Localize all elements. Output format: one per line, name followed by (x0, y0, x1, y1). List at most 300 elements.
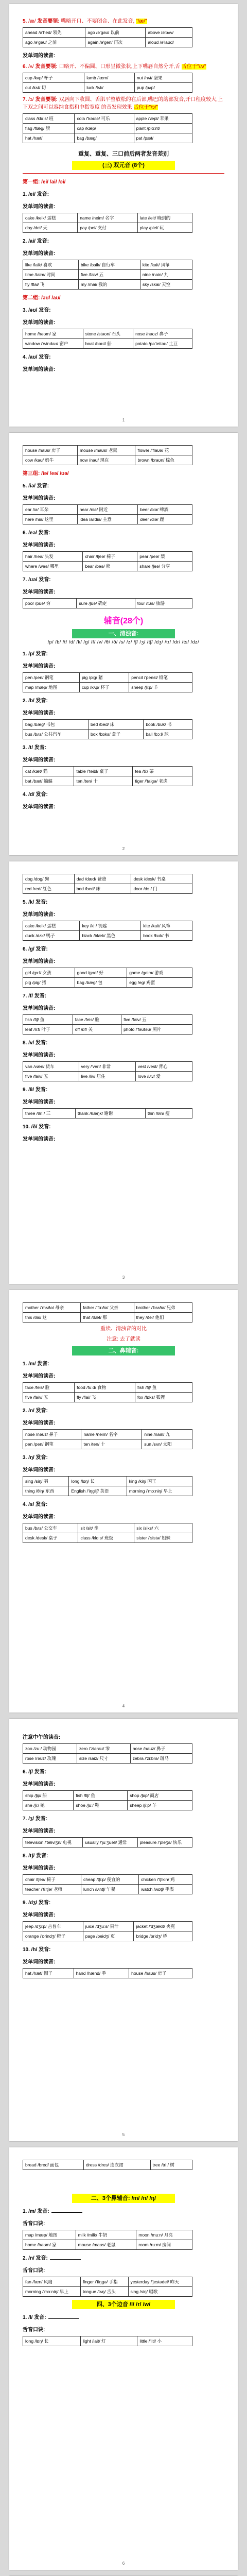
label: 发单词的读音: (23, 1782, 56, 1787)
table-cell: hat /hæt/ 帽子 (23, 1969, 74, 1978)
table-cell: moon /muːn/ 月亮 (136, 2230, 192, 2240)
page-number: 3 (122, 1275, 125, 1280)
table-cell: tea /tiː/ 茶 (133, 767, 192, 776)
table-cell: pat /pæt/ (134, 133, 192, 143)
word-table (23, 1061, 192, 1081)
table-cell: kite /kait/ 风筝 (141, 921, 192, 931)
word-table (23, 598, 192, 608)
table-cell: poor /pʊə/ 穷 (23, 599, 77, 608)
table-cell: bus /bʌs/ 公共汽车 (23, 730, 89, 739)
section-band: 一、清浊音: (72, 629, 175, 638)
label: 发单词的读音: (23, 804, 56, 810)
table-cell: long /lɒŋ/ 长 (69, 1477, 127, 1486)
table-row (23, 1533, 192, 1543)
table-row (23, 114, 192, 124)
table-cell: home /həʊm/ 家 (23, 2240, 76, 2250)
word-table (23, 2336, 192, 2346)
table-row (23, 978, 192, 988)
question-heading: 2. /b/ 发音: (23, 698, 48, 704)
table-cell: class /klɑːs/ 班级 (78, 1533, 134, 1543)
word-table (23, 968, 192, 988)
word-table (23, 329, 192, 349)
table-cell: map /mæp/ 地图 (23, 683, 80, 692)
table-cell: jeep /dʒiːp/ 吉普车 (23, 1922, 83, 1931)
table-cell: idea /ai'diə/ 主意 (77, 515, 138, 524)
table-row (23, 213, 192, 223)
table-cell: rose /rəʊz/ 玫瑰 (23, 1754, 77, 1764)
table-row (23, 767, 192, 776)
table-cell: luck /lʌk/ (84, 83, 135, 93)
table-cell: above /ə'bʌv/ (146, 28, 192, 38)
table-cell: ten /ten/ 十 (81, 1439, 142, 1449)
table-row (23, 2336, 192, 2346)
table-cell: lunch /lʌntʃ/ 午餐 (81, 1885, 139, 1894)
table-cell: late /leit/ 晚到的 (137, 213, 192, 223)
table-cell: cola /'kəʊlə/ 可乐 (75, 114, 134, 124)
question-heading: 8. /v/ 发音: (23, 1040, 48, 1046)
word-table (23, 1429, 192, 1449)
table-cell: name /neim/ 名字 (81, 1430, 142, 1439)
table-cell: ear /iə/ 耳朵 (23, 505, 78, 515)
table-cell: face /feis/ 脸 (73, 1015, 121, 1025)
table-cell: fish /fiʃ/ 鱼 (135, 1383, 192, 1393)
table-cell: zebra /'ziːbrə/ 斑马 (130, 1754, 192, 1764)
table-cell: nut /nʌt/ 坚果 (134, 73, 192, 83)
table-cell: yesterday /'jestədei/ 昨天 (128, 2277, 192, 2287)
table-cell: little /'litl/ 小 (137, 2336, 192, 2346)
table-row (23, 931, 192, 941)
note: 注意: 去了就读 (107, 1336, 140, 1342)
divider (23, 173, 224, 174)
table-cell: very /'veri/ 非常 (79, 1062, 135, 1072)
table-cell: fox /fɒks/ 狐狸 (135, 1393, 192, 1402)
note-5: 5. /æ/ 发音要领: 嘴略开口、不要闭合、在此发音, "/æ/" (23, 19, 147, 24)
table-cell: pencil /'pensl/ 铅笔 (129, 673, 192, 683)
table-cell: sing /siŋ/ 唱歌 (128, 2287, 192, 2297)
table-cell: morning /'mɔːniŋ/ 早上 (23, 2287, 81, 2297)
table-cell: kite /kait/ 风筝 (140, 260, 192, 270)
table-row (23, 1523, 192, 1533)
label: 发单词的读音: (23, 1828, 56, 1834)
table-cell: nose /nəʊz/ 鼻子 (133, 329, 192, 339)
question-heading: 1. /l/ 发音: (23, 2314, 224, 2321)
question-heading: 10. /ð/ 发音: (23, 1124, 51, 1130)
table-cell: duck /dʌk/ 鸭子 (23, 931, 80, 941)
table-cell: fly /flai/ 飞 (75, 1393, 135, 1402)
table-cell: name /neim/ 名字 (78, 213, 137, 223)
label: 发单词的读音: (23, 1099, 56, 1105)
table-cell: house /haʊs/ 房子 (23, 446, 78, 455)
table-cell: now /naʊ/ 现在 (78, 455, 135, 465)
label: 发单词的读音: (23, 53, 56, 59)
word-table (23, 1874, 192, 1894)
table-cell: she /ʃiː/ 她 (23, 1801, 74, 1810)
word-table (23, 2160, 192, 2170)
word-table (23, 1014, 192, 1035)
table-row (23, 673, 192, 683)
label: 发单词的读音: (23, 664, 56, 669)
table-cell: dress /dres/ 连衣裙 (84, 2160, 150, 2170)
table-cell: home /həʊm/ 家 (23, 329, 83, 339)
table-cell: usually /'juːʒuəli/ 通常 (83, 1838, 137, 1848)
table-row (23, 1754, 192, 1764)
group-title: 第一组: /ei/ /ai/ /ɔi/ (23, 179, 66, 185)
label: 发单词的读音: (23, 912, 56, 918)
table-cell: box /bɒks/ 盒子 (88, 730, 143, 739)
table-cell: my /mai/ 我的 (78, 280, 140, 290)
page-number: 6 (122, 2561, 125, 2566)
table-cell: bed /bed/ 床 (74, 884, 131, 894)
table-row (23, 921, 192, 931)
word-table (23, 719, 192, 739)
blank-line (51, 2212, 82, 2213)
highlight: 舌位于"/ʌ/" (181, 64, 206, 70)
table-cell: ship /ʃip/ 船 (23, 1791, 74, 1801)
question-heading: 6. /g/ 发音: (23, 946, 48, 952)
table-cell: tour /tʊə/ 旅游 (135, 599, 192, 608)
table-cell: cheap /tʃiːp/ 便宜的 (81, 1875, 139, 1885)
word-table (23, 921, 192, 941)
table-cell: apple /'æpl/ 苹果 (134, 114, 192, 124)
document-page-6 (9, 2147, 238, 2570)
table-cell: day /dei/ 天 (23, 223, 78, 233)
table-cell: cake /keik/ 蛋糕 (23, 213, 78, 223)
table-cell: brown /braʊn/ 棕色 (135, 455, 192, 465)
table-cell: fan /fæn/ 风扇 (23, 2277, 81, 2287)
label: 发单词的读音: (23, 367, 56, 372)
table-row (23, 2277, 192, 2287)
table-cell: finger /'fiŋgə/ 手指 (80, 2277, 128, 2287)
word-table (23, 73, 192, 93)
table-cell: room /ruːm/ 房间 (136, 2240, 192, 2250)
table-row (23, 1486, 192, 1496)
table-cell: three /θriː/ 三 (23, 1109, 76, 1118)
table-row (23, 2160, 192, 2170)
table-cell: nose /nəʊz/ 鼻子 (130, 1744, 192, 1754)
table-cell: fly /flai/ 飞 (23, 280, 79, 290)
table-cell: television /'teliviʒn/ 电视 (23, 1838, 83, 1848)
question-heading: 6. /eə/ 发音: (23, 530, 50, 536)
table-row (23, 730, 192, 739)
group-title: 第三组: /iə/ /eə/ /ʊə/ (23, 471, 69, 477)
table-cell: mouse /maʊs/ 老鼠 (76, 2240, 136, 2250)
label: 发单词的读音: (23, 251, 56, 257)
table-row (23, 968, 192, 978)
table-cell: morning /'mɔːniŋ/ 早上 (127, 1486, 192, 1496)
word-table (23, 1921, 192, 1941)
table-cell: jacket /'dʒækit/ 夹克 (134, 1922, 192, 1931)
question-heading: 2. /n/ 发音: (23, 1408, 48, 1414)
table-cell: van /væn/ 货车 (23, 1062, 79, 1072)
table-row (23, 73, 192, 83)
table-row (23, 223, 192, 233)
table-row (23, 599, 192, 608)
table-cell: ten /ten/ 十 (74, 776, 133, 786)
table-cell: thank /θæŋk/ 谢谢 (75, 1109, 145, 1118)
table-row (23, 1922, 192, 1931)
question-heading: 1. /m/ 发音: (23, 2208, 224, 2215)
label: 发单词的读音: (23, 320, 56, 326)
question-heading: 2. /n/ 发音: (23, 2255, 224, 2262)
label: 舌音口诀: (23, 2327, 45, 2333)
table-cell: fish /fiʃ/ 鱼 (74, 1791, 128, 1801)
table-row (23, 720, 192, 730)
table-cell: zero /'ziərəʊ/ 零 (77, 1744, 130, 1754)
table-row (23, 260, 192, 270)
table-cell: potato /pə'teitəʊ/ 土豆 (133, 339, 192, 349)
table-cell: long /lɒŋ/ 长 (23, 2336, 81, 2346)
table-cell: pig /pig/ 猪 (23, 978, 75, 988)
table-cell: orange /'ɒrindʒ/ 橙子 (23, 1931, 83, 1941)
table-cell: that /ðæt/ 那 (81, 1313, 134, 1323)
table-row (23, 552, 192, 562)
word-table (23, 672, 192, 692)
table-cell: mouse /maʊs/ 老鼠 (78, 446, 135, 455)
label: 发单词的读音: (23, 1467, 56, 1473)
page-number: 1 (122, 418, 125, 422)
table-cell: window /'windəʊ/ 窗户 (23, 339, 83, 349)
table-cell: cat /kæt/ 猫 (23, 767, 74, 776)
label: 舌音口诀: (23, 2268, 45, 2274)
table-cell: tiger /'taigə/ 老虎 (133, 776, 192, 786)
table-row (23, 1744, 192, 1754)
table-cell: nose /nəʊz/ 鼻子 (23, 1430, 81, 1439)
table-cell: bus /bʌs/ 公交车 (23, 1523, 78, 1533)
table-cell: key /kiː/ 钥匙 (80, 921, 141, 931)
table-cell: class /klɑːs/ 班 (23, 114, 75, 124)
table-row (23, 1477, 192, 1486)
table-cell: sky /skai/ 天空 (140, 280, 192, 290)
table-cell: again /ə'gen/ 再次 (85, 38, 146, 47)
question-heading: 1. /m/ 发音: (23, 1361, 49, 1367)
table-cell: desk /desk/ 书桌 (131, 874, 192, 884)
table-cell: chair /tʃeə/ 椅子 (23, 1875, 81, 1885)
table-cell: pear /peə/ 梨 (137, 552, 192, 562)
table-cell: zoo /zuː/ 动物园 (23, 1744, 77, 1754)
question-heading: 10. /h/ 发音: (23, 1947, 51, 1953)
consonant-title: 辅音(28个) (103, 617, 144, 625)
table-cell: ago /ə'gəʊ/ 以前 (85, 28, 146, 38)
table-cell: cup /kʌp/ 杯子 (23, 73, 84, 83)
table-cell: nine /nain/ 九 (140, 270, 192, 280)
question-heading: 1. /ei/ 发音: (23, 192, 49, 197)
label: 发单词的读音: (23, 1420, 56, 1426)
word-table (23, 1790, 192, 1810)
table-cell: five /faiv/ 五 (78, 270, 140, 280)
table-cell: boat /bəʊt/ 船 (83, 339, 133, 349)
table-cell: cut /kʌt/ 切 (23, 83, 84, 93)
table-cell: cow /kaʊ/ 奶牛 (23, 455, 78, 465)
word-table (23, 2230, 192, 2250)
table-cell: book /bʊk/ 书 (144, 720, 192, 730)
word-table (23, 551, 192, 571)
word-table (23, 260, 192, 290)
table-cell: cup /kʌp/ 杯子 (80, 683, 129, 692)
table-row (23, 1393, 192, 1402)
label: 发单词的读音: (23, 1959, 56, 1965)
word-table (23, 766, 192, 786)
table-cell: like /laik/ 喜欢 (23, 260, 79, 270)
table-cell: photo /'fəʊtəʊ/ 照片 (121, 1025, 192, 1035)
table-cell: desk /desk/ 桌子 (23, 1533, 78, 1543)
question-heading: 3. /ŋ/ 发音: (23, 1455, 48, 1461)
table-row (23, 874, 192, 884)
blank-line (50, 2259, 81, 2260)
word-table (23, 1837, 192, 1848)
table-row (23, 124, 192, 133)
table-row (23, 1838, 192, 1848)
question-heading: 5. /k/ 发音: (23, 900, 48, 905)
table-row (23, 1062, 192, 1072)
table-row (23, 339, 192, 349)
table-cell: bike /baik/ 自行车 (78, 260, 140, 270)
table-cell: sing /siŋ/ 唱 (23, 1477, 69, 1486)
table-row (23, 562, 192, 571)
section-title: 重复、重复、三口前后两者发音差别 (78, 151, 169, 157)
label: 舌音口诀: (23, 2221, 45, 2227)
label: 发单词的读音: (23, 1866, 56, 1871)
question-heading: 7. /ʒ/ 发音: (23, 1816, 48, 1822)
table-cell: time /taim/ 时间 (23, 270, 79, 280)
table-row (23, 1801, 192, 1810)
table-cell: sheep /ʃiːp/ 羊 (129, 683, 192, 692)
table-cell: book /bʊk/ 书 (141, 931, 192, 941)
table-row (23, 1791, 192, 1801)
table-row (23, 1109, 192, 1118)
table-cell: cap /kæp/ (75, 124, 134, 133)
word-table (23, 1523, 192, 1543)
table-cell: hand /hænd/ 手 (74, 1969, 129, 1978)
table-cell: table /'teibl/ 桌子 (74, 767, 133, 776)
table-cell: pen /pen/ 钢笔 (23, 1439, 81, 1449)
label: 注意中午的读音: (23, 1735, 61, 1740)
table-row (23, 446, 192, 455)
label: 发单词的读音: (23, 1006, 56, 1011)
table-cell: play /plei/ 玩 (137, 223, 192, 233)
highlight: 舌位于"/ɔ/" (133, 105, 158, 110)
table-row (23, 1931, 192, 1941)
label: 发单词的读音: (23, 1374, 56, 1379)
question-heading: 9. /dʒ/ 发音: (23, 1900, 51, 1906)
table-cell: here /hiə/ 这里 (23, 515, 78, 524)
table-cell: shoe /ʃuː/ 鞋 (74, 1801, 128, 1810)
table-cell: bear /beə/ 熊 (83, 562, 137, 571)
table-cell: girl /gɜːl/ 女孩 (23, 968, 75, 978)
group-title: 第二组: /əʊ/ /aʊ/ (23, 295, 61, 301)
document-page-3 (9, 861, 238, 1284)
table-row (23, 505, 192, 515)
label: 发单词的读音: (23, 710, 56, 716)
table-cell: good /gʊd/ 好 (75, 968, 127, 978)
label: 发单词的读音: (23, 757, 56, 763)
question-heading: 4. /s/ 发音: (23, 1502, 48, 1507)
table-cell: bread /bred/ 面包 (23, 2160, 84, 2170)
table-cell: thing /θiŋ/ 东西 (23, 1486, 69, 1496)
table-row (23, 133, 192, 143)
table-row (23, 28, 192, 38)
table-cell: teacher /'tiːtʃə/ 老师 (23, 1885, 81, 1894)
table-cell: size /saiz/ 尺寸 (77, 1754, 130, 1764)
table-row (23, 83, 192, 93)
blank-line (48, 2318, 79, 2319)
table-cell: English /'iŋgliʃ/ 英语 (69, 1486, 127, 1496)
table-cell: mother /'mʌðə/ 母亲 (23, 1303, 81, 1313)
question-heading: 7. /ʊə/ 发音: (23, 577, 51, 583)
table-cell: door /dɔː/ 门 (131, 884, 192, 894)
table-cell: bag /bæg/ 包 (75, 978, 127, 988)
table-cell: bed /bed/ 床 (88, 720, 143, 730)
word-table (23, 213, 192, 233)
section-band: 二、鼻辅音: (72, 1346, 175, 1355)
word-table (23, 27, 192, 47)
word-table (23, 1743, 192, 1764)
label: 发单词的读音: (23, 959, 56, 964)
table-row (23, 1969, 192, 1978)
table-cell: tongue /tʌŋ/ 舌头 (80, 2287, 128, 2297)
table-cell: aloud /ə'laʊd/ (146, 38, 192, 47)
table-row (23, 1885, 192, 1894)
table-cell: tree /triː/ 树 (150, 2160, 192, 2170)
table-cell: king /kiŋ/ 国王 (127, 1477, 192, 1486)
table-cell: face /feis/ 脸 (23, 1383, 75, 1393)
table-cell: pleasure /'pleʒə/ 快乐 (137, 1838, 192, 1848)
table-cell: five /faiv/ 五 (23, 1393, 75, 1402)
table-cell: pup /pʌp/ (134, 83, 192, 93)
table-cell: pay /pei/ 支付 (78, 223, 137, 233)
table-cell: milk /milk/ 牛奶 (76, 2230, 136, 2240)
question-heading: 7. /f/ 发音: (23, 993, 47, 999)
table-cell: stone /stəʊn/ 石头 (83, 329, 133, 339)
document-page-2 (9, 433, 238, 855)
word-table (23, 1108, 192, 1118)
table-cell: food /fuːd/ 食物 (75, 1383, 135, 1393)
table-cell: sure /ʃʊə/ 确定 (77, 599, 135, 608)
document-page-4 (9, 1290, 238, 1713)
table-row (23, 515, 192, 524)
table-row (23, 1875, 192, 1885)
label: 发单词的读音: (23, 1053, 56, 1058)
table-row (23, 1303, 192, 1313)
table-cell: beer /biə/ 啤酒 (138, 505, 192, 515)
table-cell: sheep /ʃiːp/ 羊 (128, 1801, 192, 1810)
table-cell: six /siks/ 六 (134, 1523, 192, 1533)
table-row (23, 884, 192, 894)
page-number: 4 (122, 1704, 125, 1708)
table-row (23, 1072, 192, 1081)
table-cell: black /blæk/ 黑色 (80, 931, 141, 941)
table-cell: plant /plɑːnt/ (134, 124, 192, 133)
question-heading: 9. /θ/ 发音: (23, 1087, 48, 1093)
question-heading: 3. /t/ 发音: (23, 745, 47, 751)
table-cell: map /mæp/ 地图 (23, 2230, 76, 2240)
label: 发单词的读音: (23, 1912, 56, 1918)
note-6: 6. /ʌ/ 发音要领: 口略开、不偏圆、口形呈微张状,上下嘴唇自然分开,舌 舌位于"/ʌ/" (23, 64, 206, 70)
table-cell: bat /bæt/ 蝙蝠 (23, 776, 74, 786)
table-cell: dog /dɒg/ 狗 (23, 874, 75, 884)
document-page-5 (9, 1719, 238, 2141)
word-table (23, 445, 192, 465)
table-row (23, 1015, 192, 1025)
label: 发单词的读音: (23, 204, 56, 210)
word-table (23, 874, 192, 894)
table-cell: vest /vest/ 背心 (135, 1062, 192, 1072)
table-cell: house /haʊs/ 房子 (129, 1969, 192, 1978)
table-row (23, 1313, 192, 1323)
table-row (23, 2287, 192, 2297)
table-cell: fish /fiʃ/ 鱼 (23, 1015, 73, 1025)
table-row (23, 270, 192, 280)
table-cell: pen /pen/ 钢笔 (23, 673, 80, 683)
